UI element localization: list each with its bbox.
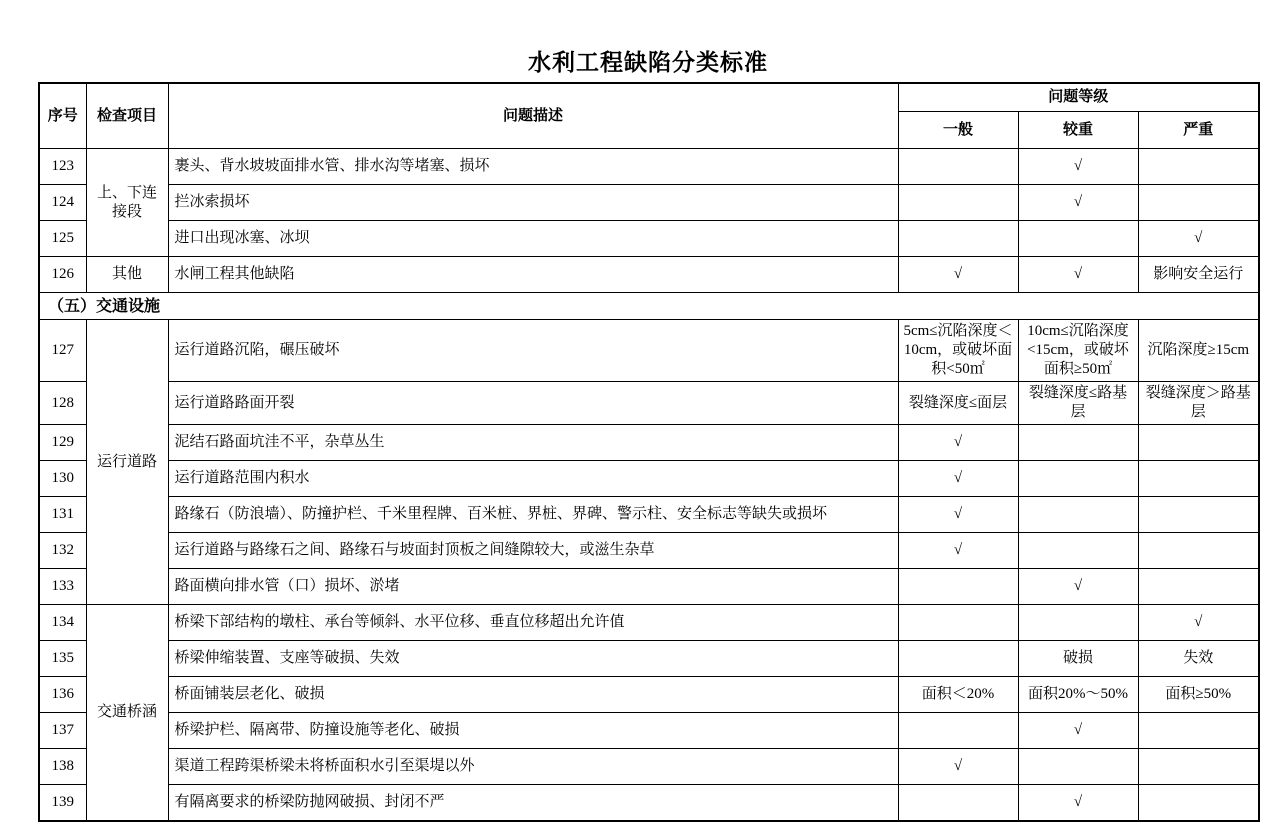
row-number: 124 — [39, 185, 86, 221]
row-number: 132 — [39, 533, 86, 569]
table-header — [39, 83, 1259, 149]
level-cell-general — [898, 185, 1018, 221]
table-row — [39, 641, 1259, 677]
level-cell-general: 裂缝深度≤面层 — [898, 382, 1018, 425]
row-number: 129 — [39, 425, 86, 461]
level-cell-serious: 面积20%～50% — [1018, 677, 1138, 713]
table-row — [39, 605, 1259, 641]
problem-description: 桥面铺装层老化、破损 — [168, 677, 898, 713]
table-row — [39, 749, 1259, 785]
level-cell-general: √ — [898, 425, 1018, 461]
level-cell-serious: √ — [1018, 149, 1138, 185]
inspection-item: 上、下连接段 — [86, 149, 168, 257]
problem-description: 运行道路范围内积水 — [168, 461, 898, 497]
level-cell-serious — [1018, 425, 1138, 461]
level-cell-general: √ — [898, 461, 1018, 497]
level-cell-serious: √ — [1018, 257, 1138, 293]
row-number: 123 — [39, 149, 86, 185]
level-cell-serious: 10cm≤沉陷深度<15cm，或破坏面积≥50㎡ — [1018, 320, 1138, 382]
row-number: 139 — [39, 785, 86, 822]
row-number: 135 — [39, 641, 86, 677]
level-cell-serious: √ — [1018, 713, 1138, 749]
table-row — [39, 320, 1259, 382]
problem-description: 运行道路与路缘石之间、路缘石与坡面封顶板之间缝隙较大，或滋生杂草 — [168, 533, 898, 569]
level-cell-serious — [1018, 221, 1138, 257]
level-cell-general — [898, 569, 1018, 605]
page-title: 水利工程缺陷分类标准 — [528, 50, 768, 76]
level-cell-serious — [1018, 605, 1138, 641]
problem-description: 进口出现冰塞、冰坝 — [168, 221, 898, 257]
level-cell-serious: √ — [1018, 185, 1138, 221]
problem-description: 桥梁护栏、隔离带、防撞设施等老化、破损 — [168, 713, 898, 749]
level-cell-serious — [1018, 497, 1138, 533]
problem-description: 拦冰索损坏 — [168, 185, 898, 221]
table-row — [39, 221, 1259, 257]
problem-description: 路缘石（防浪墙）、防撞护栏、千米里程牌、百米桩、界桩、界碑、警示柱、安全标志等缺失或损坏 — [168, 497, 898, 533]
level-cell-severe — [1138, 185, 1259, 221]
level-cell-severe: 影响安全运行 — [1138, 257, 1259, 293]
problem-description: 渠道工程跨渠桥梁未将桥面积水引至渠堤以外 — [168, 749, 898, 785]
problem-description: 桥梁伸缩装置、支座等破损、失效 — [168, 641, 898, 677]
level-cell-general — [898, 605, 1018, 641]
level-cell-serious: √ — [1018, 569, 1138, 605]
level-cell-serious — [1018, 533, 1138, 569]
table-row — [39, 497, 1259, 533]
row-number: 138 — [39, 749, 86, 785]
problem-description: 路面横向排水管（口）损坏、淤堵 — [168, 569, 898, 605]
problem-description: 有隔离要求的桥梁防抛网破损、封闭不严 — [168, 785, 898, 822]
level-cell-serious: 裂缝深度≤路基层 — [1018, 382, 1138, 425]
table-row — [39, 569, 1259, 605]
row-number: 127 — [39, 320, 86, 382]
row-number: 136 — [39, 677, 86, 713]
table-row — [39, 461, 1259, 497]
level-cell-severe: √ — [1138, 221, 1259, 257]
level-cell-severe — [1138, 461, 1259, 497]
level-cell-general: 面积＜20% — [898, 677, 1018, 713]
table-row — [39, 677, 1259, 713]
table-row — [39, 149, 1259, 185]
problem-description: 泥结石路面坑洼不平，杂草丛生 — [168, 425, 898, 461]
level-cell-severe: 面积≥50% — [1138, 677, 1259, 713]
problem-description: 裹头、背水坡坡面排水管、排水沟等堵塞、损坏 — [168, 149, 898, 185]
table-row — [39, 185, 1259, 221]
section-row — [39, 293, 1259, 320]
header-index: 序号 — [39, 83, 86, 149]
inspection-item: 其他 — [86, 257, 168, 293]
row-number: 125 — [39, 221, 86, 257]
level-cell-general — [898, 149, 1018, 185]
row-number: 126 — [39, 257, 86, 293]
level-cell-general: √ — [898, 497, 1018, 533]
level-cell-severe — [1138, 425, 1259, 461]
level-cell-severe — [1138, 569, 1259, 605]
section-label: （五）交通设施 — [39, 293, 1259, 320]
problem-description: 水闸工程其他缺陷 — [168, 257, 898, 293]
table-row — [39, 257, 1259, 293]
table-row — [39, 382, 1259, 425]
level-cell-serious — [1018, 749, 1138, 785]
row-number: 130 — [39, 461, 86, 497]
row-number: 131 — [39, 497, 86, 533]
header-description: 问题描述 — [168, 83, 898, 149]
header-row-1 — [39, 83, 1259, 112]
level-cell-severe — [1138, 497, 1259, 533]
row-number: 137 — [39, 713, 86, 749]
inspection-item: 运行道路 — [86, 320, 168, 605]
level-cell-severe — [1138, 749, 1259, 785]
level-cell-severe: 失效 — [1138, 641, 1259, 677]
inspection-item: 交通桥涵 — [86, 605, 168, 822]
level-cell-severe — [1138, 785, 1259, 822]
table-row — [39, 533, 1259, 569]
level-cell-severe: 裂缝深度＞路基层 — [1138, 382, 1259, 425]
level-cell-general: 5cm≤沉陷深度＜10cm，或破坏面积<50㎡ — [898, 320, 1018, 382]
level-cell-general: √ — [898, 749, 1018, 785]
level-cell-severe — [1138, 149, 1259, 185]
header-level-general: 一般 — [898, 112, 1018, 149]
table-row — [39, 713, 1259, 749]
problem-description: 桥梁下部结构的墩柱、承台等倾斜、水平位移、垂直位移超出允许值 — [168, 605, 898, 641]
header-item: 检查项目 — [86, 83, 168, 149]
level-cell-serious: √ — [1018, 785, 1138, 822]
table-row — [39, 785, 1259, 822]
problem-description: 运行道路沉陷，碾压破坏 — [168, 320, 898, 382]
level-cell-serious — [1018, 461, 1138, 497]
level-cell-general — [898, 641, 1018, 677]
level-cell-general — [898, 221, 1018, 257]
row-number: 128 — [39, 382, 86, 425]
level-cell-severe: √ — [1138, 605, 1259, 641]
row-number: 134 — [39, 605, 86, 641]
header-level-serious: 较重 — [1018, 112, 1138, 149]
table-row — [39, 425, 1259, 461]
table-body — [39, 149, 1259, 822]
row-number: 133 — [39, 569, 86, 605]
header-level-group: 问题等级 — [898, 83, 1259, 112]
level-cell-serious: 破损 — [1018, 641, 1138, 677]
header-level-severe: 严重 — [1138, 112, 1259, 149]
level-cell-general: √ — [898, 533, 1018, 569]
level-cell-general — [898, 713, 1018, 749]
problem-description: 运行道路路面开裂 — [168, 382, 898, 425]
level-cell-severe — [1138, 713, 1259, 749]
level-cell-general: √ — [898, 257, 1018, 293]
defect-classification-table — [38, 82, 1260, 822]
level-cell-severe: 沉陷深度≥15cm — [1138, 320, 1259, 382]
level-cell-general — [898, 785, 1018, 822]
level-cell-severe — [1138, 533, 1259, 569]
